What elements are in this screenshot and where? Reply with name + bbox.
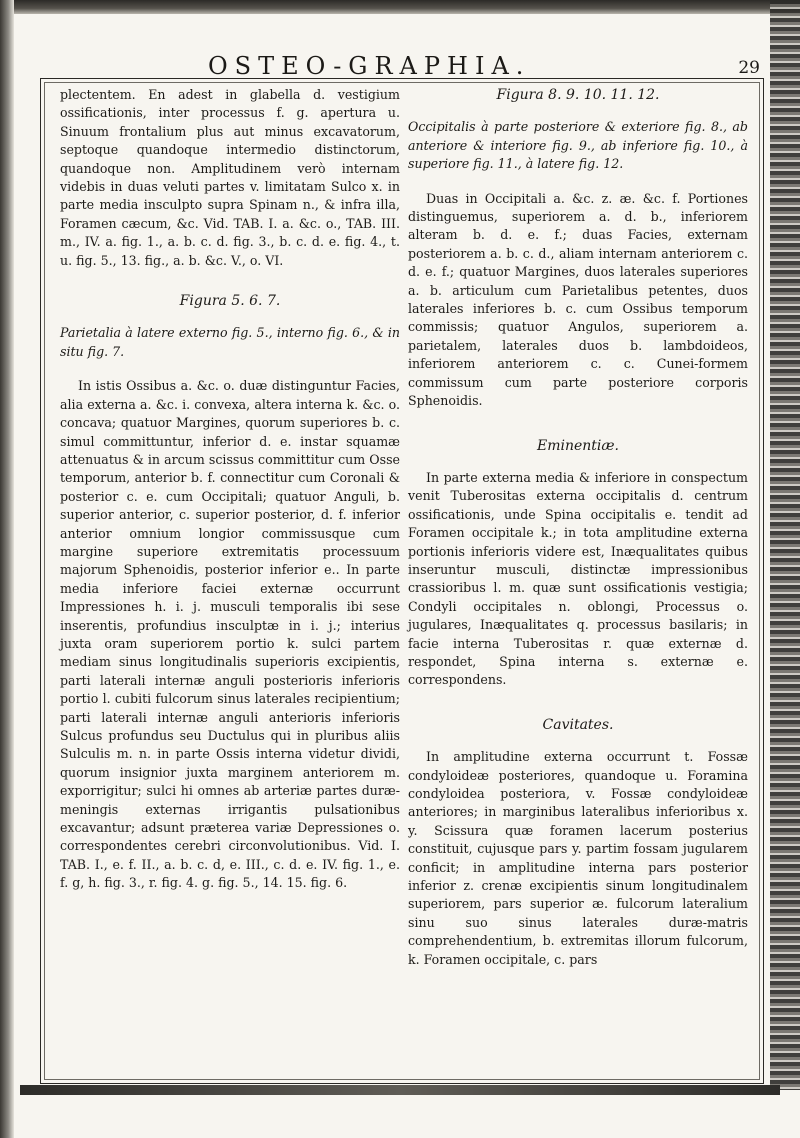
right-paragraph-3: In amplitudine externa occurrunt t. Fossæ condyloideæ posteriores, quandoque u. Foramina condyloidea posteriora, v. Fossæ condyloideæ anteriores; in marginibus lateralibus inferioribus x. y. Scissura quæ foramen lacerum posterius constituit, cujusque pars y. partim fossam jugularem conficit; in amplitudine interna pars posterior inferior z. crenæ excipientis sinum longitudinalem superiorem, pars superior æ. fulcorum lateralium sinu suo sinus laterales duræ-matris comprehendentium, b. extremitas illorum fulcorum, k. Foramen occipitale, c. pars (408, 749, 748, 967)
page-header (60, 52, 760, 82)
left-figure-description: Parietalia à latere externo fig. 5., interno fig. 6., & in situ fig. 7. (60, 325, 400, 359)
left-paragraph-2: In istis Ossibus a. &c. o. duæ distinguntur Facies, alia externa a. &c. i. convexa, altera interna k. &c. o. concava; quatuor Margines, quorum superiores b. c. simul committuntur, inferior d. e. instar squamæ attenuatus & in arcum scissus committitur cum Osse temporum, anterior b. f. connectitur cum Coronali & posterior c. e. cum Occipitali; quatuor Anguli, b. superior anterior, c. superior posterior, d. f. inferior anterior omnium longior commissusque cum margine superiore extremitatis processuum majorum Sphenoidis, posterior inferior e.. In parte media inferiore faciei externæ occurrunt Impressiones h. i. j. musculi temporalis ibi sese inserentis, profundius insculptæ in i. j.; interius juxta oram superiorem portio k. sulci partem mediam sinus longitudinalis superioris excipientis, parti laterali internæ anguli posterioris inferioris portio l. cubiti fulcorum sinus laterales recipientium; parti laterali internæ anguli anterioris inferioris Sulcus profundus seu Ductulus qui in pluribus aliis Sulculis m. n. in parte Ossis interna videtur dividi, quorum insignior juxta marginem anteriorem m. exporrigitur; sulci hi omnes ab arteriæ partes duræ-meningis externas irrigantis pulsationibus excavantur; adsunt præterea variæ Depressiones o. correspondentes cerebri circonvolutionibus. Vid. I. TAB. I., e. f. II., a. b. c. d, e. III., c. d. e. IV. fig. 1., e. f. g, h. fig. 3., r. fig. 4. g. fig. 5., 14. 15. fig. 6. (60, 378, 400, 891)
section-heading-eminentiae: Eminentiæ. (536, 437, 619, 454)
page-number: 29 (738, 58, 760, 78)
left-paragraph-1: plectentem. En adest in glabella d. vestigium ossificationis, inter processus f. g. apertura u. Sinuum frontalium plus aut minus excavatorum, septoque quandoque intermedio distinctorum, quandoque non. Amplitudinem verò internam videbis in duas veluti partes v. limitatam Sulco x. in parte media insculpto supra Spinam n., & infra illa, Foramen cæcum, &c. Vid. TAB. I. a. &c. o., TAB. III. m., IV. a. fig. 1., a. b. c. d. fig. 3., b. c. d. e. fig. 4., t. u. fig. 5., 13. fig., a. b. &c. V., o. VI. (60, 87, 400, 268)
right-paragraph-2: In parte externa media & inferiore in conspectum venit Tuberositas externa occipitalis d. centrum ossificationis, unde Spina occipitalis e. tendit ad Foramen occipitale k.; in tota amplitudine externa portionis inferioris videre est, Inæqualitates quibus inseruntur musculi, distinctæ impressionibus crassioribus l. m. quæ sunt ossificationis vestigia; Condyli occipitales n. oblongi, Processus o. jugulares, Inæqualitates q. processus basilaris; in facie interna Tuberositas r. quæ externæ d. respondet, Spina interna s. externæ e. correspondens. (408, 469, 748, 688)
left-figure-caption: Figura 5. 6. 7. (179, 293, 281, 310)
left-column (60, 86, 400, 893)
scan-left-edge (0, 0, 14, 1138)
scan-right-edge (770, 0, 800, 1090)
right-paragraph-1: Duas in Occipitali a. &c. z. æ. &c. f. Portiones distinguemus, superiorem a. d. b., inferiorem alteram b. d. e. f.; duas Facies, externam posteriorem a. b. c. d., aliam internam anteriorem c. d. e. f.; quatuor Margines, duos laterales superiores a. b. articulum cum Parietalibus petentes, duos laterales inferiores b. c. cum Ossibus temporum commissis; quatuor Angulos, superiorem a. parietalem, laterales duos b. lambdoideos, inferiorem anteriorem c. c. Cunei-formem commissum cum parte posteriore corporis Sphenoidis. (408, 190, 748, 409)
section-heading-cavitates: Cavitates. (542, 716, 614, 733)
right-column (408, 86, 748, 969)
scan-top-edge (0, 0, 800, 14)
scan-bottom-edge (20, 1085, 780, 1095)
running-title: OSTEO-GRAPHIA. (208, 52, 531, 80)
right-figure-caption: Figura 8. 9. 10. 11. 12. (496, 87, 660, 103)
right-figure-description: Occipitalis à parte posteriore & exteriore fig. 8., ab anteriore & interiore fig. 9., ab inferiore fig. 10., à superiore fig. 11., à latere fig. 12. (408, 119, 748, 172)
